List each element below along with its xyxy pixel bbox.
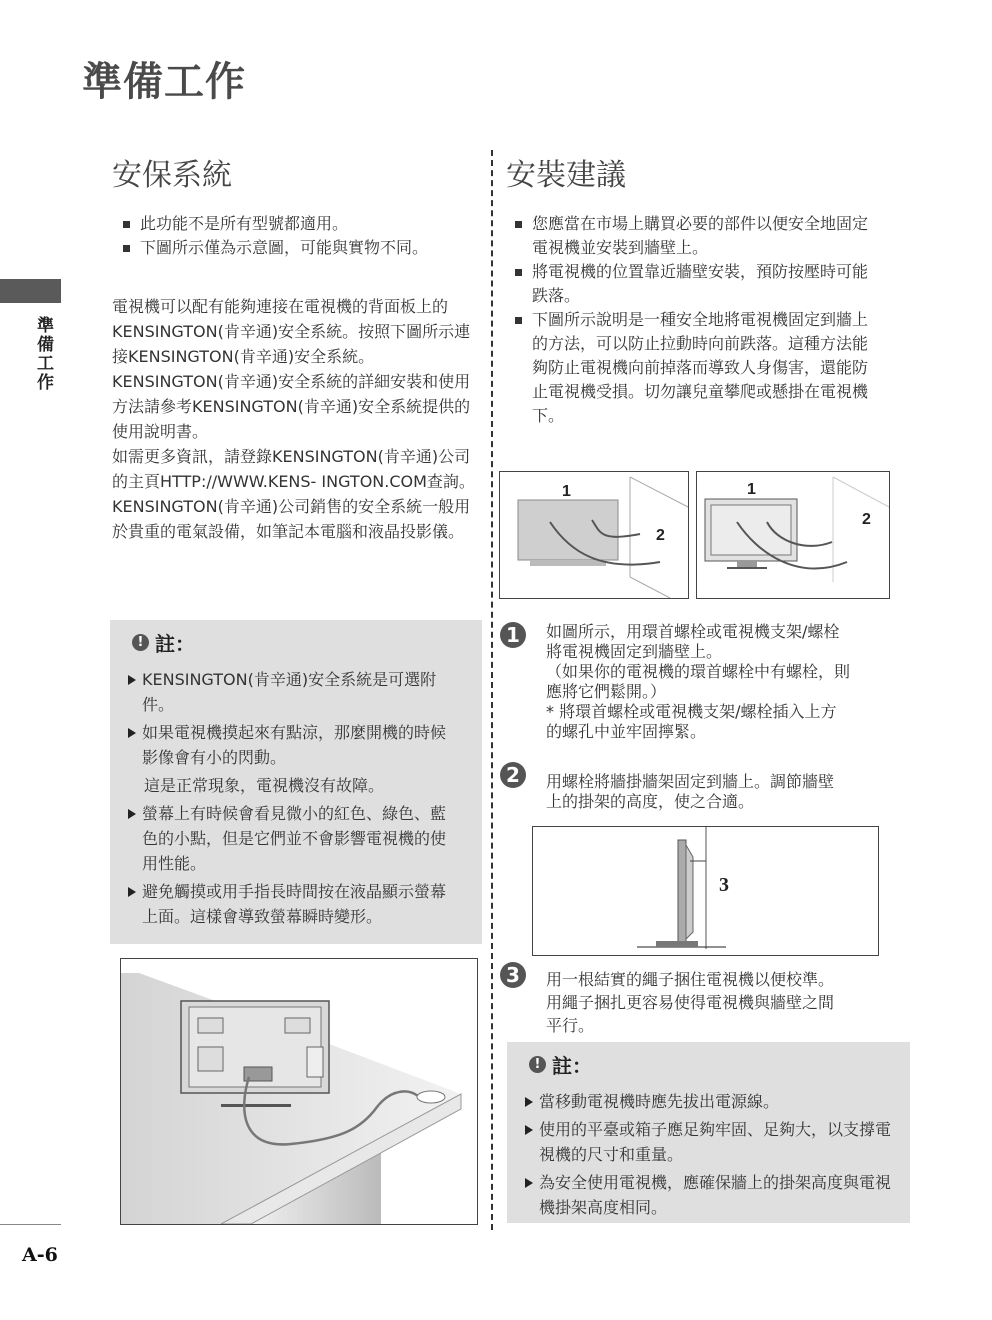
step-line: * 將環首螺栓或電視機支架/螺栓插入上方 [546, 702, 837, 721]
bullet-item: 此功能不是所有型號都適用。 [120, 212, 480, 236]
step-line: 平行。 [546, 1016, 595, 1035]
note-heading [132, 628, 482, 657]
step-text [546, 622, 850, 742]
step-line: 應將它們鬆開。） [546, 682, 667, 701]
note-box-installation [507, 1042, 910, 1223]
exclamation-icon: ! [529, 1056, 546, 1073]
note-item: 當移動電視機時應先拔出電源線。 [523, 1089, 893, 1114]
bullet-item: 下圖所示說明是一種安全地將電視機固定到牆上的方法，可以防止拉動時向前跌落。這種方法能夠防止電視機向前掉落而導致人身傷害，還能防止電視機受損。切勿讓兒童攀爬或懸掛在電視機下。 [512, 308, 872, 428]
section-title-security: 安保系統 [112, 158, 232, 193]
step-2 [500, 762, 890, 812]
step-3 [500, 962, 890, 1037]
figure-label: 2 [862, 511, 871, 528]
step-1 [500, 622, 890, 742]
exclamation-icon: ! [132, 634, 149, 651]
kensington-illustration [120, 958, 478, 1225]
note-list [523, 1089, 893, 1220]
note-item-text: 如果電視機摸起來有點涼，那麼開機的時候影像會有小的閃動。 [142, 723, 447, 767]
figure-wall-bracket [532, 826, 879, 956]
figure-label: 1 [747, 481, 756, 498]
note-heading-text: 註： [155, 632, 195, 656]
step-number-badge: 3 [500, 962, 526, 988]
bullet-item: 下圖所示僅為示意圖，可能與實物不同。 [120, 236, 480, 260]
bullet-item: 您應當在市場上購買必要的部件以便安全地固定電視機並安裝到牆壁上。 [512, 212, 872, 260]
installation-bullets [512, 212, 872, 428]
side-tab-marker [0, 279, 61, 303]
security-body [112, 294, 482, 544]
step-line: 將電視機固定到牆壁上。 [546, 642, 723, 661]
note-item: 螢幕上有時候會看見微小的紅色、綠色、藍色的小點，但是它們並不會影響電視機的使用性能。 [126, 801, 456, 876]
column-divider [491, 150, 493, 1230]
note-item [126, 720, 456, 798]
figure-label: 2 [656, 527, 665, 544]
step-text [546, 772, 834, 812]
paragraph: KENSINGTON(肯辛通)公司銷售的安全系統一般用於貴重的電氣設備，如筆記本電腦和液晶投影儀。 [112, 497, 471, 541]
figure-tv-bolts-b [696, 471, 890, 599]
step-line: 上的掛架的高度，使之合適。 [546, 792, 755, 811]
step-number-badge: 1 [500, 622, 526, 648]
step-line: 的螺孔中並牢固擰緊。 [546, 722, 707, 741]
figure-label: 3 [719, 874, 729, 896]
note-item: 避免觸摸或用手指長時間按在液晶顯示螢幕上面。這樣會導致螢幕瞬時變形。 [126, 879, 456, 929]
tv-wall-bolts-illustration-a [500, 472, 688, 598]
note-item: KENSINGTON(肯辛通)安全系統是可選附件。 [126, 667, 456, 717]
note-heading-text: 註： [552, 1054, 592, 1078]
step-line: 用一根結實的繩子捆住電視機以便校準。 [546, 970, 835, 989]
figure-label: 1 [562, 483, 571, 500]
tv-on-table-illustration [121, 959, 477, 1224]
step-text [546, 968, 834, 1037]
note-item: 為安全使用電視機，應確保牆上的掛架高度與電視機掛架高度相同。 [523, 1170, 893, 1220]
step-number-badge: 2 [500, 762, 526, 788]
note-box-security [110, 620, 482, 944]
step-line: 用繩子捆扎更容易使得電視機與牆壁之間 [546, 993, 835, 1012]
note-item: 使用的平臺或箱子應足夠牢固、足夠大，以支撐電視機的尺寸和重量。 [523, 1117, 893, 1167]
step-line: 如圖所示，用環首螺栓或電視機支架/螺栓 [546, 622, 840, 641]
paragraph: 電視機可以配有能夠連接在電視機的背面板上的KENSINGTON(肯辛通)安全系統。按照下圖所示連接KENSINGTON(肯辛通)安全系統。KENSINGTON(肯辛通)安全系統的詳細安裝和使用方法請參考KENSINGTON(肯辛通)安全系統提供的使用說明書。 [112, 297, 471, 441]
step-line: （如果你的電視機的環首螺栓中有螺栓，則 [546, 662, 851, 681]
tv-side-view-illustration [533, 827, 878, 955]
step-line: 用螺栓將牆掛牆架固定到牆上。調節牆壁 [546, 772, 835, 791]
note-list [126, 667, 456, 929]
figure-tv-bolts-a [499, 471, 689, 599]
side-tab-label: 準備工作 [33, 316, 53, 392]
security-bullets [120, 212, 480, 260]
paragraph: 如需更多資訊，請登錄KENSINGTON(肯辛通)公司的主頁HTTP://WWW.KENS- INGTON.COM查詢。 [112, 447, 475, 491]
bullet-item: 將電視機的位置靠近牆壁安裝，預防按壓時可能跌落。 [512, 260, 872, 308]
section-title-installation: 安裝建議 [506, 158, 626, 193]
page-title: 準備工作 [82, 59, 246, 105]
page-number: A-6 [22, 1244, 58, 1266]
footer-rule [0, 1224, 61, 1225]
note-heading [529, 1050, 910, 1079]
tv-wall-bolts-illustration-b [697, 472, 889, 598]
note-sub-line: 這是正常現象，電視機沒有故障。 [144, 776, 385, 795]
